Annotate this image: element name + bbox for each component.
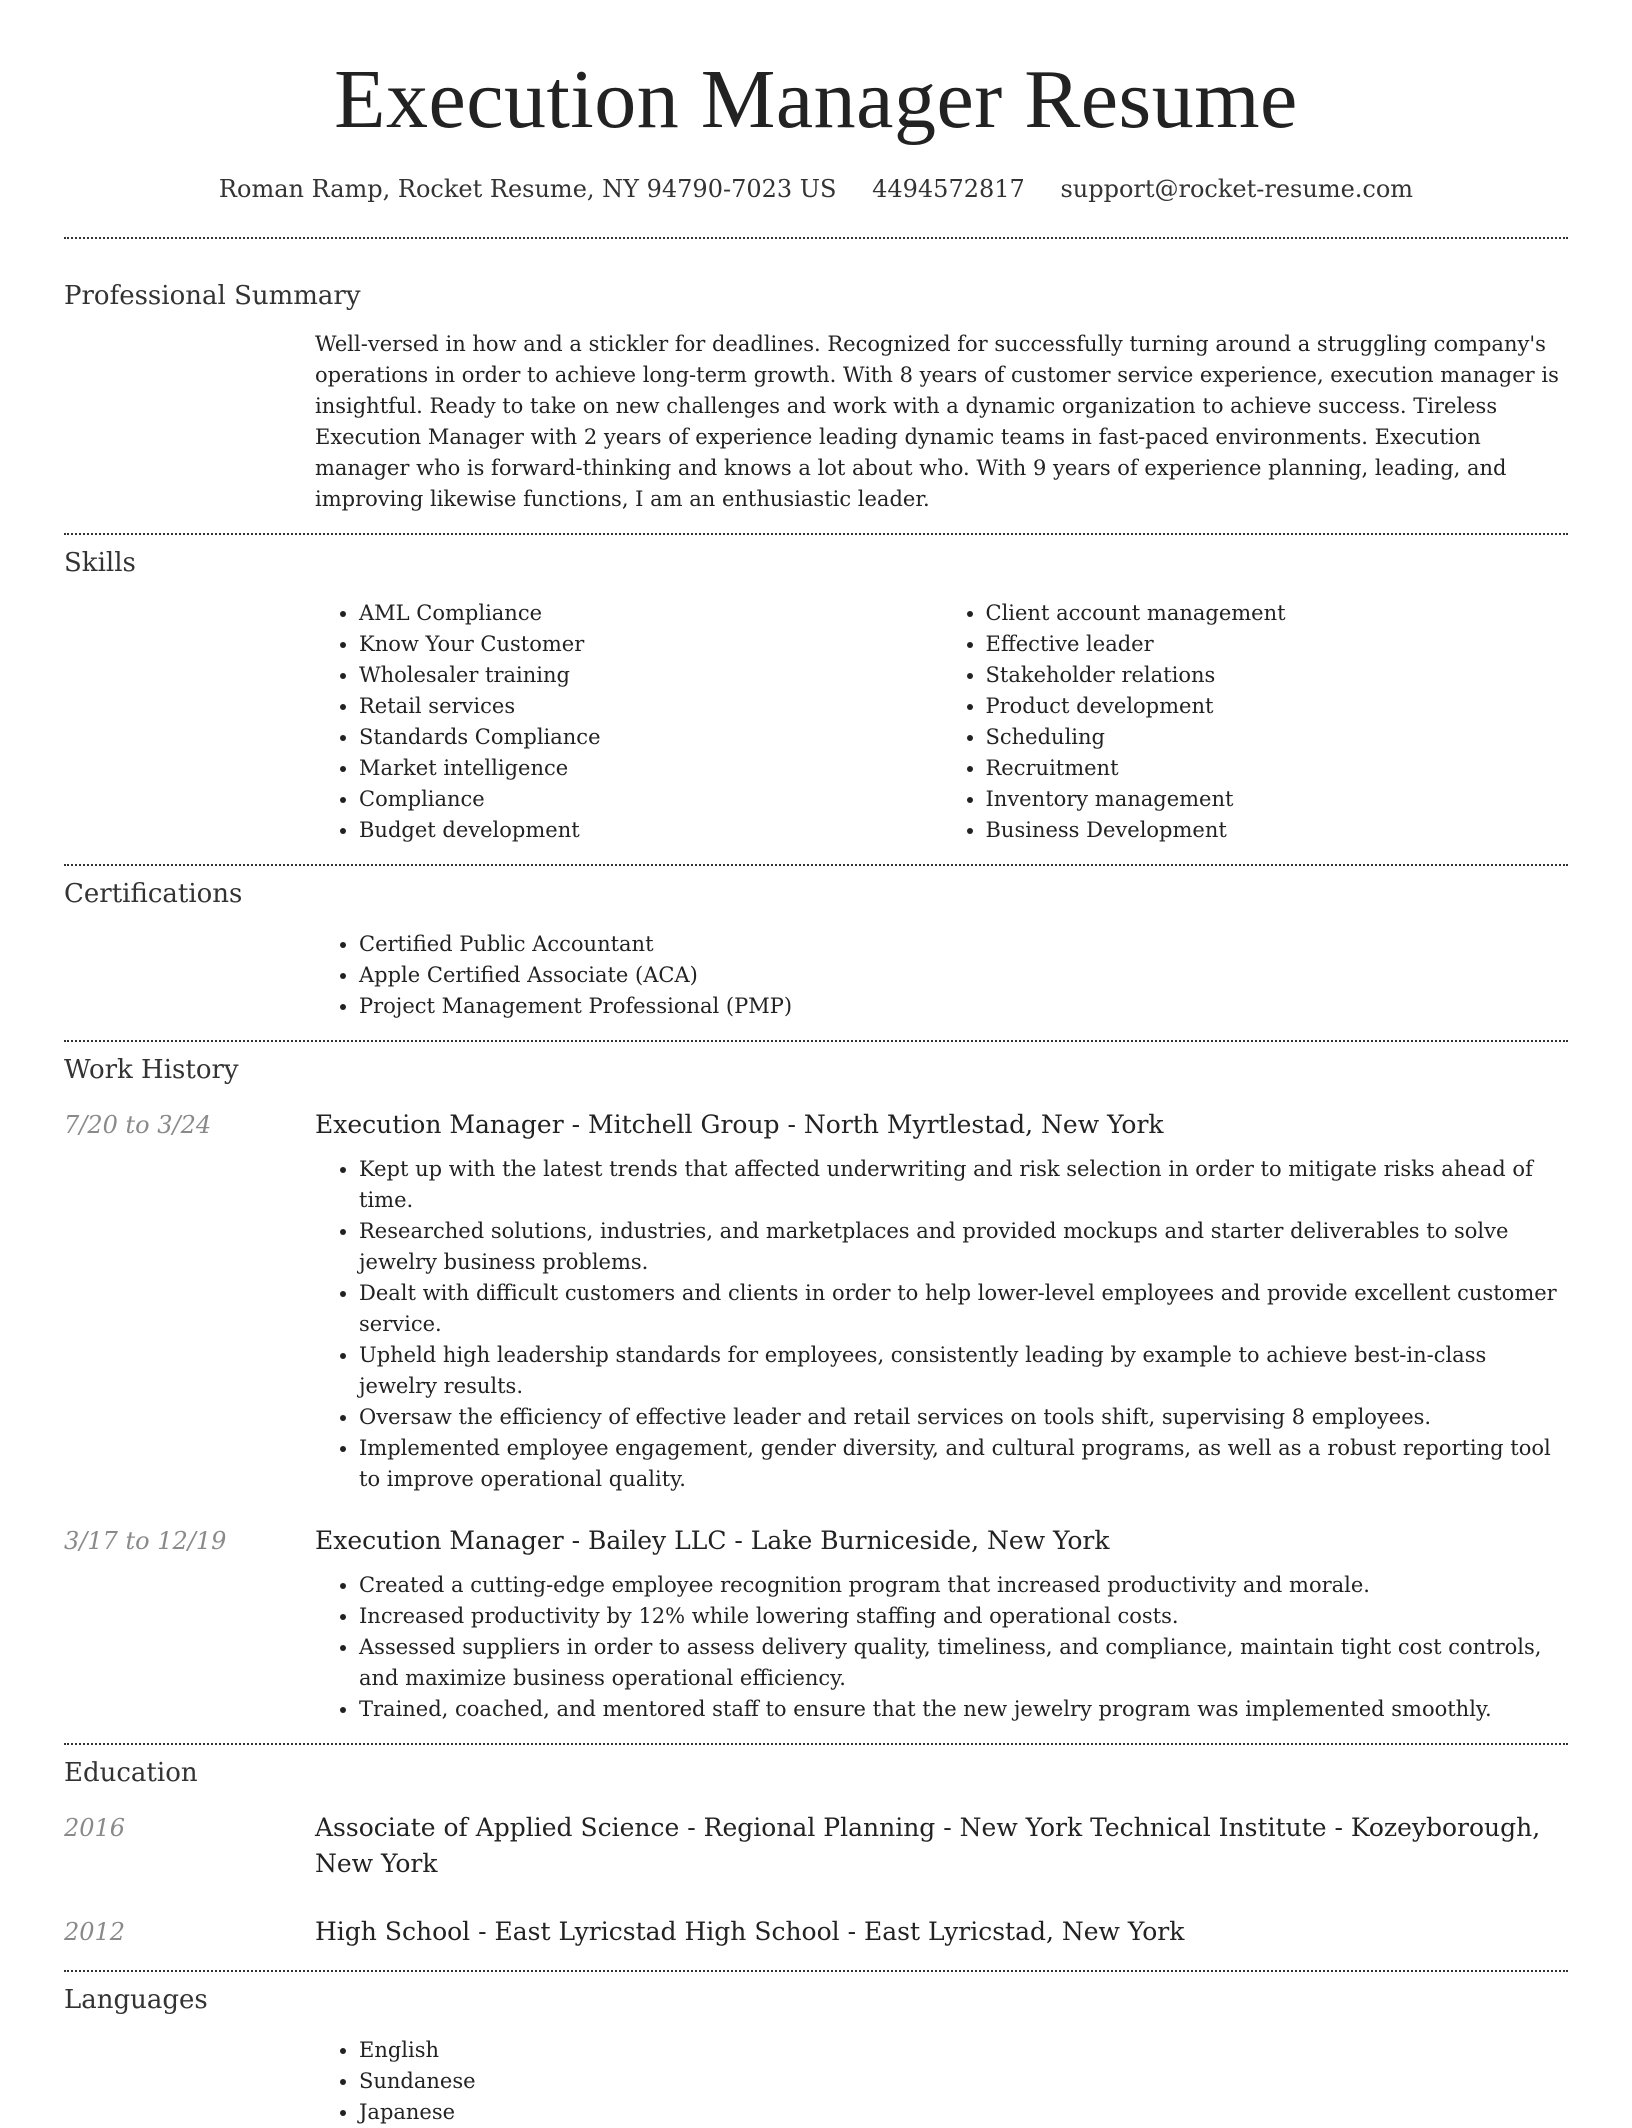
job-dates: 7/20 to 3/24 — [64, 1111, 212, 1139]
job-bullet: • Oversaw the efficiency of effective leader and retail services on tools shift, supervising 8 employees. — [359, 1402, 1568, 1433]
job-bullet: • Trained, coached, and mentored staff to ensure that the new jewelry program was implemented smoothly. — [359, 1694, 1568, 1725]
job-bullets — [315, 1570, 1568, 1725]
certifications-list — [315, 929, 1568, 1022]
skill-item: • Recruitment — [986, 753, 1569, 784]
job-entry — [64, 1107, 1568, 1143]
languages-list — [315, 2035, 1568, 2128]
contact-phone: 4494572817 — [872, 175, 1025, 203]
certification-item: • Project Management Professional (PMP) — [359, 991, 1568, 1022]
job-heading — [315, 1107, 1568, 1143]
skill-item: • Product development — [986, 691, 1569, 722]
skill-item: • Budget development — [359, 815, 942, 846]
work-history-heading: Work History — [64, 1055, 239, 1085]
contact-address: Roman Ramp, Rocket Resume, NY 94790-7023 US — [218, 175, 837, 203]
skill-item: • Standards Compliance — [359, 722, 942, 753]
contact-email: support@rocket-resume.com — [1060, 175, 1414, 203]
summary-text: Well-versed in how and a stickler for deadlines. Recognized for successfully turning around a struggling company's operations in order to achieve long-term growth. With 8 years of customer service experience, execution manager is insightful. Ready to take on new challenges and work with a dynamic organization to achieve success. Tireless Execution Manager with 2 years of experience leading dynamic teams in fast-paced environments. Execution manager who is forward-thinking and knows a lot about who. With 9 years of experience planning, leading, and improving likewise functions, I am an enthusiastic leader. — [315, 332, 1559, 511]
job-title: Execution Manager — [315, 1526, 564, 1555]
job-bullet: • Implemented employee engagement, gender diversity, and cultural programs, as well as a robust reporting tool to improve operational quality. — [359, 1433, 1568, 1495]
summary-heading: Professional Summary — [64, 281, 361, 311]
education-year: 2016 — [64, 1814, 126, 1842]
section-divider — [64, 533, 1568, 535]
language-item: • English — [359, 2035, 1568, 2066]
job-bullet: • Upheld high leadership standards for employees, consistently leading by example to achieve best-in-class jewelry results. — [359, 1340, 1568, 1402]
languages-heading: Languages — [64, 1985, 208, 2015]
skill-item: • Scheduling — [986, 722, 1569, 753]
skills-column-right — [942, 598, 1569, 846]
job-bullet: • Researched solutions, industries, and marketplaces and provided mockups and starter deliverables to solve jewelry business problems. — [359, 1216, 1568, 1278]
contact-line — [64, 172, 1568, 206]
section-divider — [64, 1970, 1568, 1972]
section-divider — [64, 1040, 1568, 1042]
job-employer: - Mitchell Group - North Myrtlestad, New York — [563, 1110, 1164, 1139]
education-degree: Associate of Applied Science - Regional Planning — [315, 1813, 936, 1842]
skill-item: • Stakeholder relations — [986, 660, 1569, 691]
job-heading — [315, 1523, 1568, 1559]
page-title: Execution Manager Resume — [334, 53, 1298, 146]
skill-item: • AML Compliance — [359, 598, 942, 629]
job-bullet: • Increased productivity by 12% while lowering staffing and operational costs. — [359, 1601, 1568, 1632]
job-dates: 3/17 to 12/19 — [64, 1527, 227, 1555]
skills-column-left — [315, 598, 942, 846]
language-item: • Japanese — [359, 2097, 1568, 2128]
skill-item: • Inventory management — [986, 784, 1569, 815]
education-school: - East Lyricstad High School - East Lyricstad, New York — [470, 1917, 1185, 1946]
skill-item: • Wholesaler training — [359, 660, 942, 691]
job-employer: - Bailey LLC - Lake Burniceside, New York — [563, 1526, 1110, 1555]
education-year: 2012 — [64, 1918, 126, 1946]
education-entry — [64, 1810, 1568, 1882]
skill-item: • Market intelligence — [359, 753, 942, 784]
skill-item: • Effective leader — [986, 629, 1569, 660]
education-heading: Education — [64, 1758, 198, 1788]
language-item: • Sundanese — [359, 2066, 1568, 2097]
summary-body — [315, 329, 1568, 515]
education-degree: High School — [315, 1917, 471, 1946]
education-heading-line — [315, 1914, 1568, 1950]
certifications-heading: Certifications — [64, 879, 243, 909]
job-entry — [64, 1523, 1568, 1559]
job-bullet: • Created a cutting-edge employee recognition program that increased productivity and morale. — [359, 1570, 1568, 1601]
education-heading-line — [315, 1810, 1568, 1882]
job-bullets — [315, 1154, 1568, 1495]
certification-item: • Certified Public Accountant — [359, 929, 1568, 960]
skill-item: • Know Your Customer — [359, 629, 942, 660]
skills-heading: Skills — [64, 548, 136, 578]
skill-item: • Business Development — [986, 815, 1569, 846]
resume-page — [64, 0, 1568, 2128]
skill-item: • Retail services — [359, 691, 942, 722]
skill-item: • Client account management — [986, 598, 1569, 629]
job-bullet: • Assessed suppliers in order to assess delivery quality, timeliness, and compliance, maintain tight cost controls, and maximize business operational efficiency. — [359, 1632, 1568, 1694]
section-divider — [64, 864, 1568, 866]
skills-list — [315, 598, 1568, 846]
section-divider — [64, 237, 1568, 239]
job-bullet: • Kept up with the latest trends that affected underwriting and risk selection in order to mitigate risks ahead of time. — [359, 1154, 1568, 1216]
job-bullet: • Dealt with difficult customers and clients in order to help lower-level employees and provide excellent customer service. — [359, 1278, 1568, 1340]
job-title: Execution Manager — [315, 1110, 564, 1139]
certification-item: • Apple Certified Associate (ACA) — [359, 960, 1568, 991]
skill-item: • Compliance — [359, 784, 942, 815]
section-divider — [64, 1743, 1568, 1745]
education-entry — [64, 1914, 1568, 1950]
education-school: - New York Technical Institute - Kozeyborough, New York — [315, 1813, 1541, 1878]
